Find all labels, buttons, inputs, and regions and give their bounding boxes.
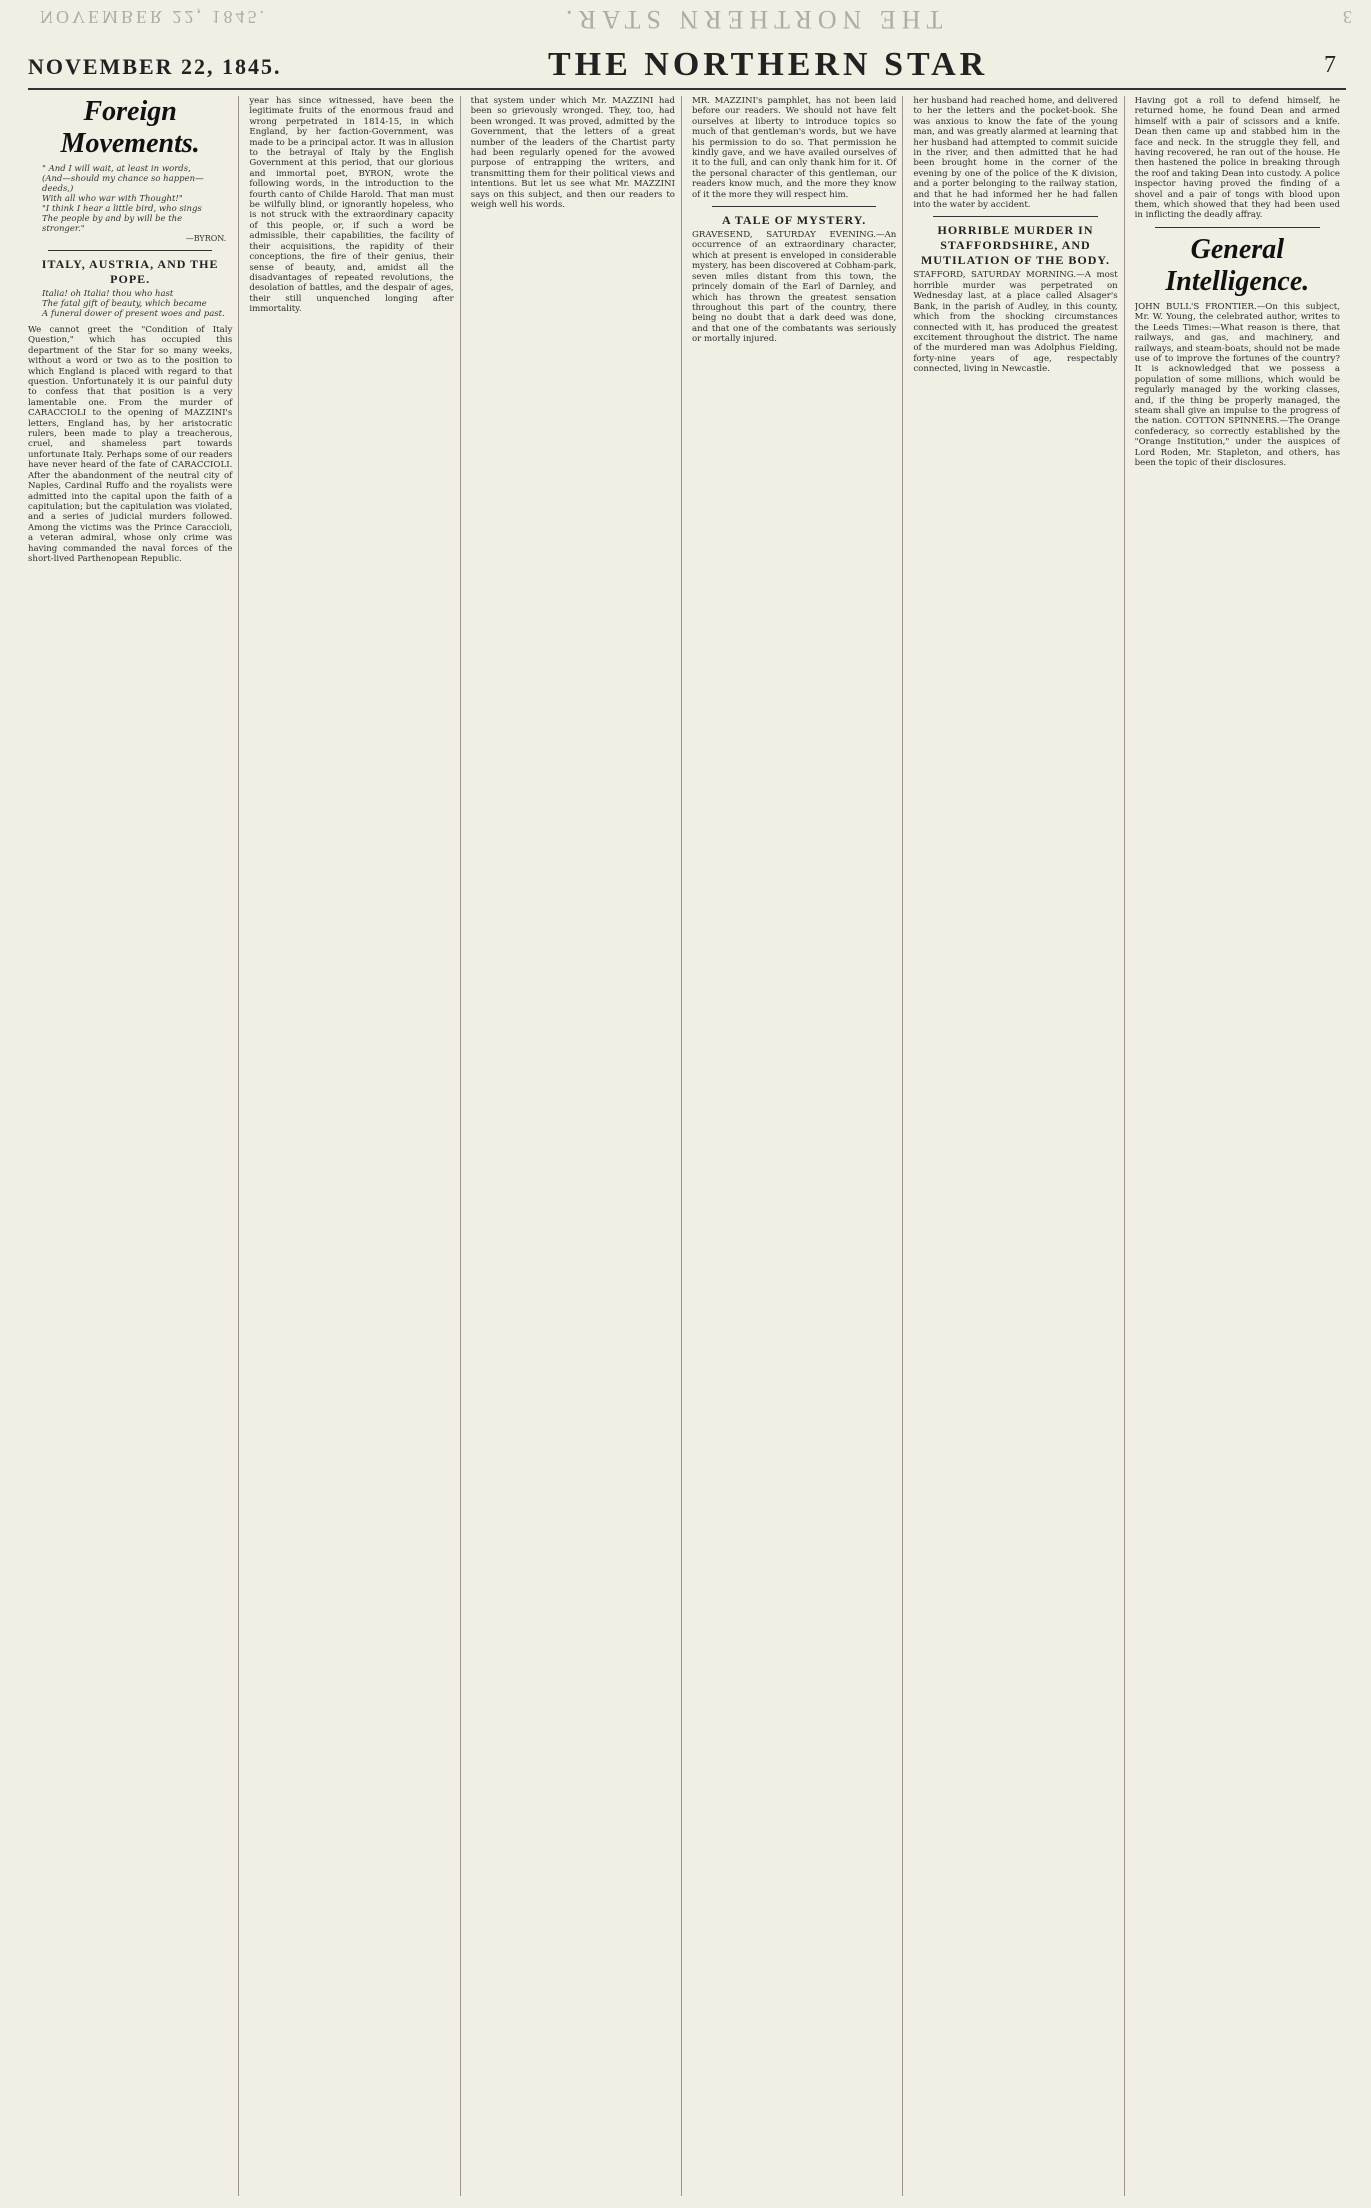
epigraph-cite: —BYRON. — [185, 234, 227, 243]
divider — [933, 216, 1097, 217]
column-2 — [249, 96, 460, 2196]
article-heading-tale: A TALE OF MYSTERY. — [722, 213, 867, 228]
article-body: We cannot greet the "Condition of Italy Question," which has occupied this department of the Star for so many weeks, without a word or two as to the position to which England is placed with regard to that question. Unfortunately it is our painful duty to confess that that position is a very lamentable one. From the murder of CARACCIOLI to the opening of MAZZINI's letters, England has, by her aristocratic rulers, been made to play a treacherous, cruel, and shameless part towards unfortunate Italy. Perhaps some of our readers have never heard of the fate of CARACCIOLI. After the abandonment of the neutral city of Naples, Cardinal Ruffo and the royalists were admitted into the capital upon the faith of a capitulation; but the capitulation was violated, and a series of judicial murders followed. Among the victims was the Prince Caraccioli, a veteran admiral, whose only crime was having commanded the naval forces of the short-lived Parthenopean Republic. — [28, 325, 233, 564]
bleed-page-number: 3 — [1340, 7, 1352, 27]
bleed-masthead: THE NORTHERN STAR. — [560, 5, 943, 34]
article-body-murder: STAFFORD, SATURDAY MORNING.—A most horrible murder was perpetrated on Wednesday last, at a place called Alsager's Bank, in the parish of Audley, in this county, which from the shocking circumstances connected with it, has produced the greatest excitement throughout the district. The name of the murdered man was Adolphus Fielding, forty-nine years of age, respectably connected, living in Newcastle. — [913, 270, 1118, 375]
article-body: that system under which Mr. MAZZINI had been so grievously wronged. They, too, had been wronged. It was proved, admitted by the Government, that the letters of a great number of the leaders of the Chartist party had been regularly opened for the avowed purpose of entrapping the writers, and transmitting them for their political views and intentions. But let us see what Mr. MAZZINI says on this subject, and then our readers to weigh well his words. — [470, 96, 675, 211]
column-3 — [471, 96, 682, 2196]
divider — [1155, 227, 1320, 228]
article-body: MR. MAZZINI's pamphlet, has not been laid before our readers. We should not have felt ourselves at liberty to introduce topics so much of that gentleman's words, but we have his permission to do so. That permission he kindly gave, and we have availed ourselves of it to the full, and can only thank him for it. Of the personal character of this gentleman, our readers know much, and the more they know of it the more they will respect him. — [691, 96, 897, 200]
bleed-date: NOVEMBER 22, 1845. — [40, 7, 268, 27]
article-body: her husband had reached home, and delivered to her the letters and the pocket-book. She was anxious to know the fate of the young man, and was greatly alarmed at learning that her husband had attempted to commit suicide in the river, and then admitted that he had been brought home in the corner of the evening by one of the police of the K division, and a porter belonging to the railway station, and that he had informed her he had fallen into the water by accident. — [913, 96, 1118, 211]
issue-date: NOVEMBER 22, 1845. — [28, 54, 282, 79]
page-header — [28, 44, 1346, 90]
article-body-tale: GRAVESEND, SATURDAY EVENING.—An occurrence of an extraordinary character, which at present is enveloped in considerable mystery, has been discovered at Cobham-park, seven miles distant from this town, the princely domain of the Earl of Darnley, and which has thrown the greatest sensation throughout this part of the country, there being no doubt that a dark deed was done, and that one of the combatants was seriously or mortally injured. — [691, 230, 897, 345]
divider — [48, 250, 212, 251]
page-number: 7 — [1324, 52, 1336, 78]
article-body: year has since witnessed, have been the legitimate fruits of the enormous fraud and wrong perpetrated in 1814-15, in which England, by her faction-Government, was made to be a principal actor. It was in allusion to the betrayal of Italy by the English Government at this period, that our glorious and immortal poet, BYRON, wrote the following words, in the introduction to the fourth canto of Childe Harold. That man must be wilfully blind, or ignorantly hopeless, who is not struck with the extraordinary capacity of this people, or, if such a word be admissible, their capabilities, the facility of their acquisitions, the rapidity of their conceptions, the fire of their genius, their sense of beauty, and, amidst all the disadvantages of repeated revolutions, the desolation of battles, and the despair of ages, their still unquenched longing after immortality. — [249, 96, 454, 315]
section-title-foreign: Foreign Movements. — [60, 96, 200, 159]
divider — [712, 206, 876, 207]
section-title-general: General Intelligence. — [1165, 233, 1310, 297]
article-columns — [28, 96, 1346, 2196]
column-4 — [692, 96, 903, 2196]
article-body: Having got a roll to defend himself, he returned home, he found Dean and armed himself with a pair of scissors and a knife. Dean then came up and stabbed him in the face and neck. In the struggle they fell, and having recovered, he ran out of the house. He then hastened the police in breaking through the roof and taking Dean into custody. A police inspector having proved the finding of a shovel and a pair of tongs with blood upon them, which showed that they had been used in inflicting the deadly affray. — [1134, 96, 1340, 221]
article-heading-italy: ITALY, AUSTRIA, AND THE POPE. — [41, 257, 219, 286]
bleed-through-strip — [0, 0, 1371, 44]
epigraph — [42, 164, 226, 244]
article-body-general: JOHN BULL'S FRONTIER.—On this subject, Mr. W. Young, the celebrated author, writes to the Leeds Times:—What reason is there, that railways, and gas, and machinery, and railways, and steam-boats, should not be made use of to improve the fortunes of the country? It is acknowledged that we possess a population of some millions, which would be regularly managed by the working classes, and, if the thing be properly managed, the steam shall give an impulse to the progress of the nation. COTTON SPINNERS.—The Orange confederacy, so correctly established by the "Orange Institution," under the auspices of Lord Roden, Mr. Stapleton, and others, has been the topic of their disclosures. — [1134, 301, 1340, 468]
column-6 — [1135, 96, 1346, 2196]
column-1 — [28, 96, 239, 2196]
epigraph-italy: Italia! oh Italia! thou who hast The fatal gift of beauty, which became A funeral dower of present woes and past. — [42, 289, 225, 319]
masthead: THE NORTHERN STAR — [548, 46, 989, 83]
epigraph-text: " And I will wait, at least in words, (And—should my chance so happen—deeds,) With all who war with Thought!" "I think I hear a little bird, who sings The people by and by will be the stronger." — [42, 164, 204, 234]
article-heading-murder: HORRIBLE MURDER IN STAFFORDSHIRE, AND MUTILATION OF THE BODY. — [920, 223, 1110, 268]
column-5 — [913, 96, 1124, 2196]
